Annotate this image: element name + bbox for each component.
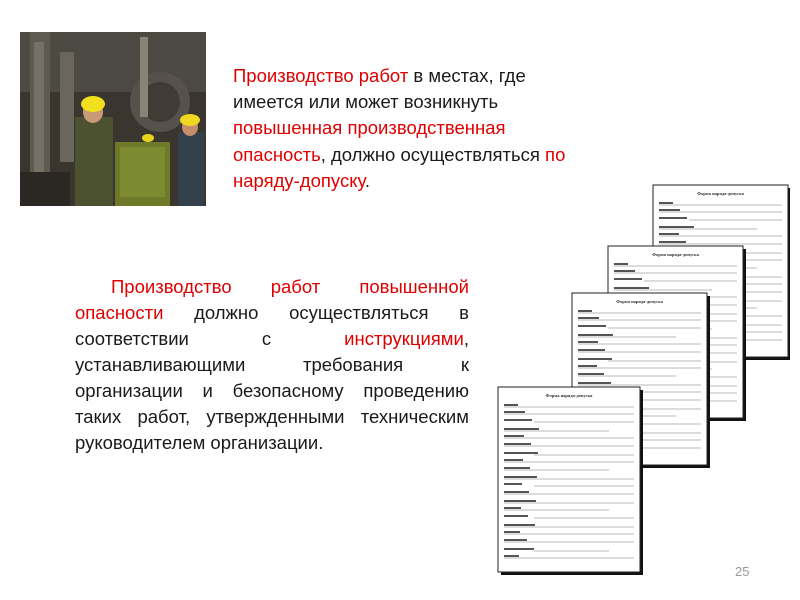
workers-photo [20, 32, 206, 206]
intro-paragraph [233, 63, 583, 195]
paragraph2-run-2: инструкциями [344, 327, 464, 349]
paragraph2-run-3: , устанавливающими требования к организации и безопасному проведению таких работ, утвержденными техническим руководителем организации. [75, 327, 469, 453]
page-number: 25 [735, 564, 750, 579]
form-sheet-title: Форма наряда-допуска [697, 191, 744, 196]
paragraph1-run-0: Производство работ [233, 64, 409, 86]
paragraph2-run-1: должно осуществляться в соответствии с [75, 301, 469, 349]
paragraph1-run-1: в местах, где имеется или может возникнуть [233, 64, 526, 112]
form-sheets-stack [490, 180, 790, 580]
paragraph1-run-2: повышенная производственная опасность [233, 117, 506, 165]
paragraph1-run-5: . [364, 170, 371, 192]
form-sheet-title: Форма наряда-допуска [652, 252, 699, 257]
work-permit-forms [490, 180, 790, 580]
form-sheet-title: Форма наряда-допуска [545, 393, 593, 398]
paragraph1-run-3: , должно осуществляться [320, 143, 546, 165]
form-sheet-title: Форма наряда-допуска [616, 299, 663, 304]
rules-paragraph [75, 274, 469, 456]
workers-photo-illustration [20, 32, 206, 206]
form-sheet [498, 387, 643, 575]
paragraph1-run-4: по наряду-допуску [233, 143, 566, 192]
paragraph2-run-0: Производство работ повышенной опасности [75, 275, 469, 323]
